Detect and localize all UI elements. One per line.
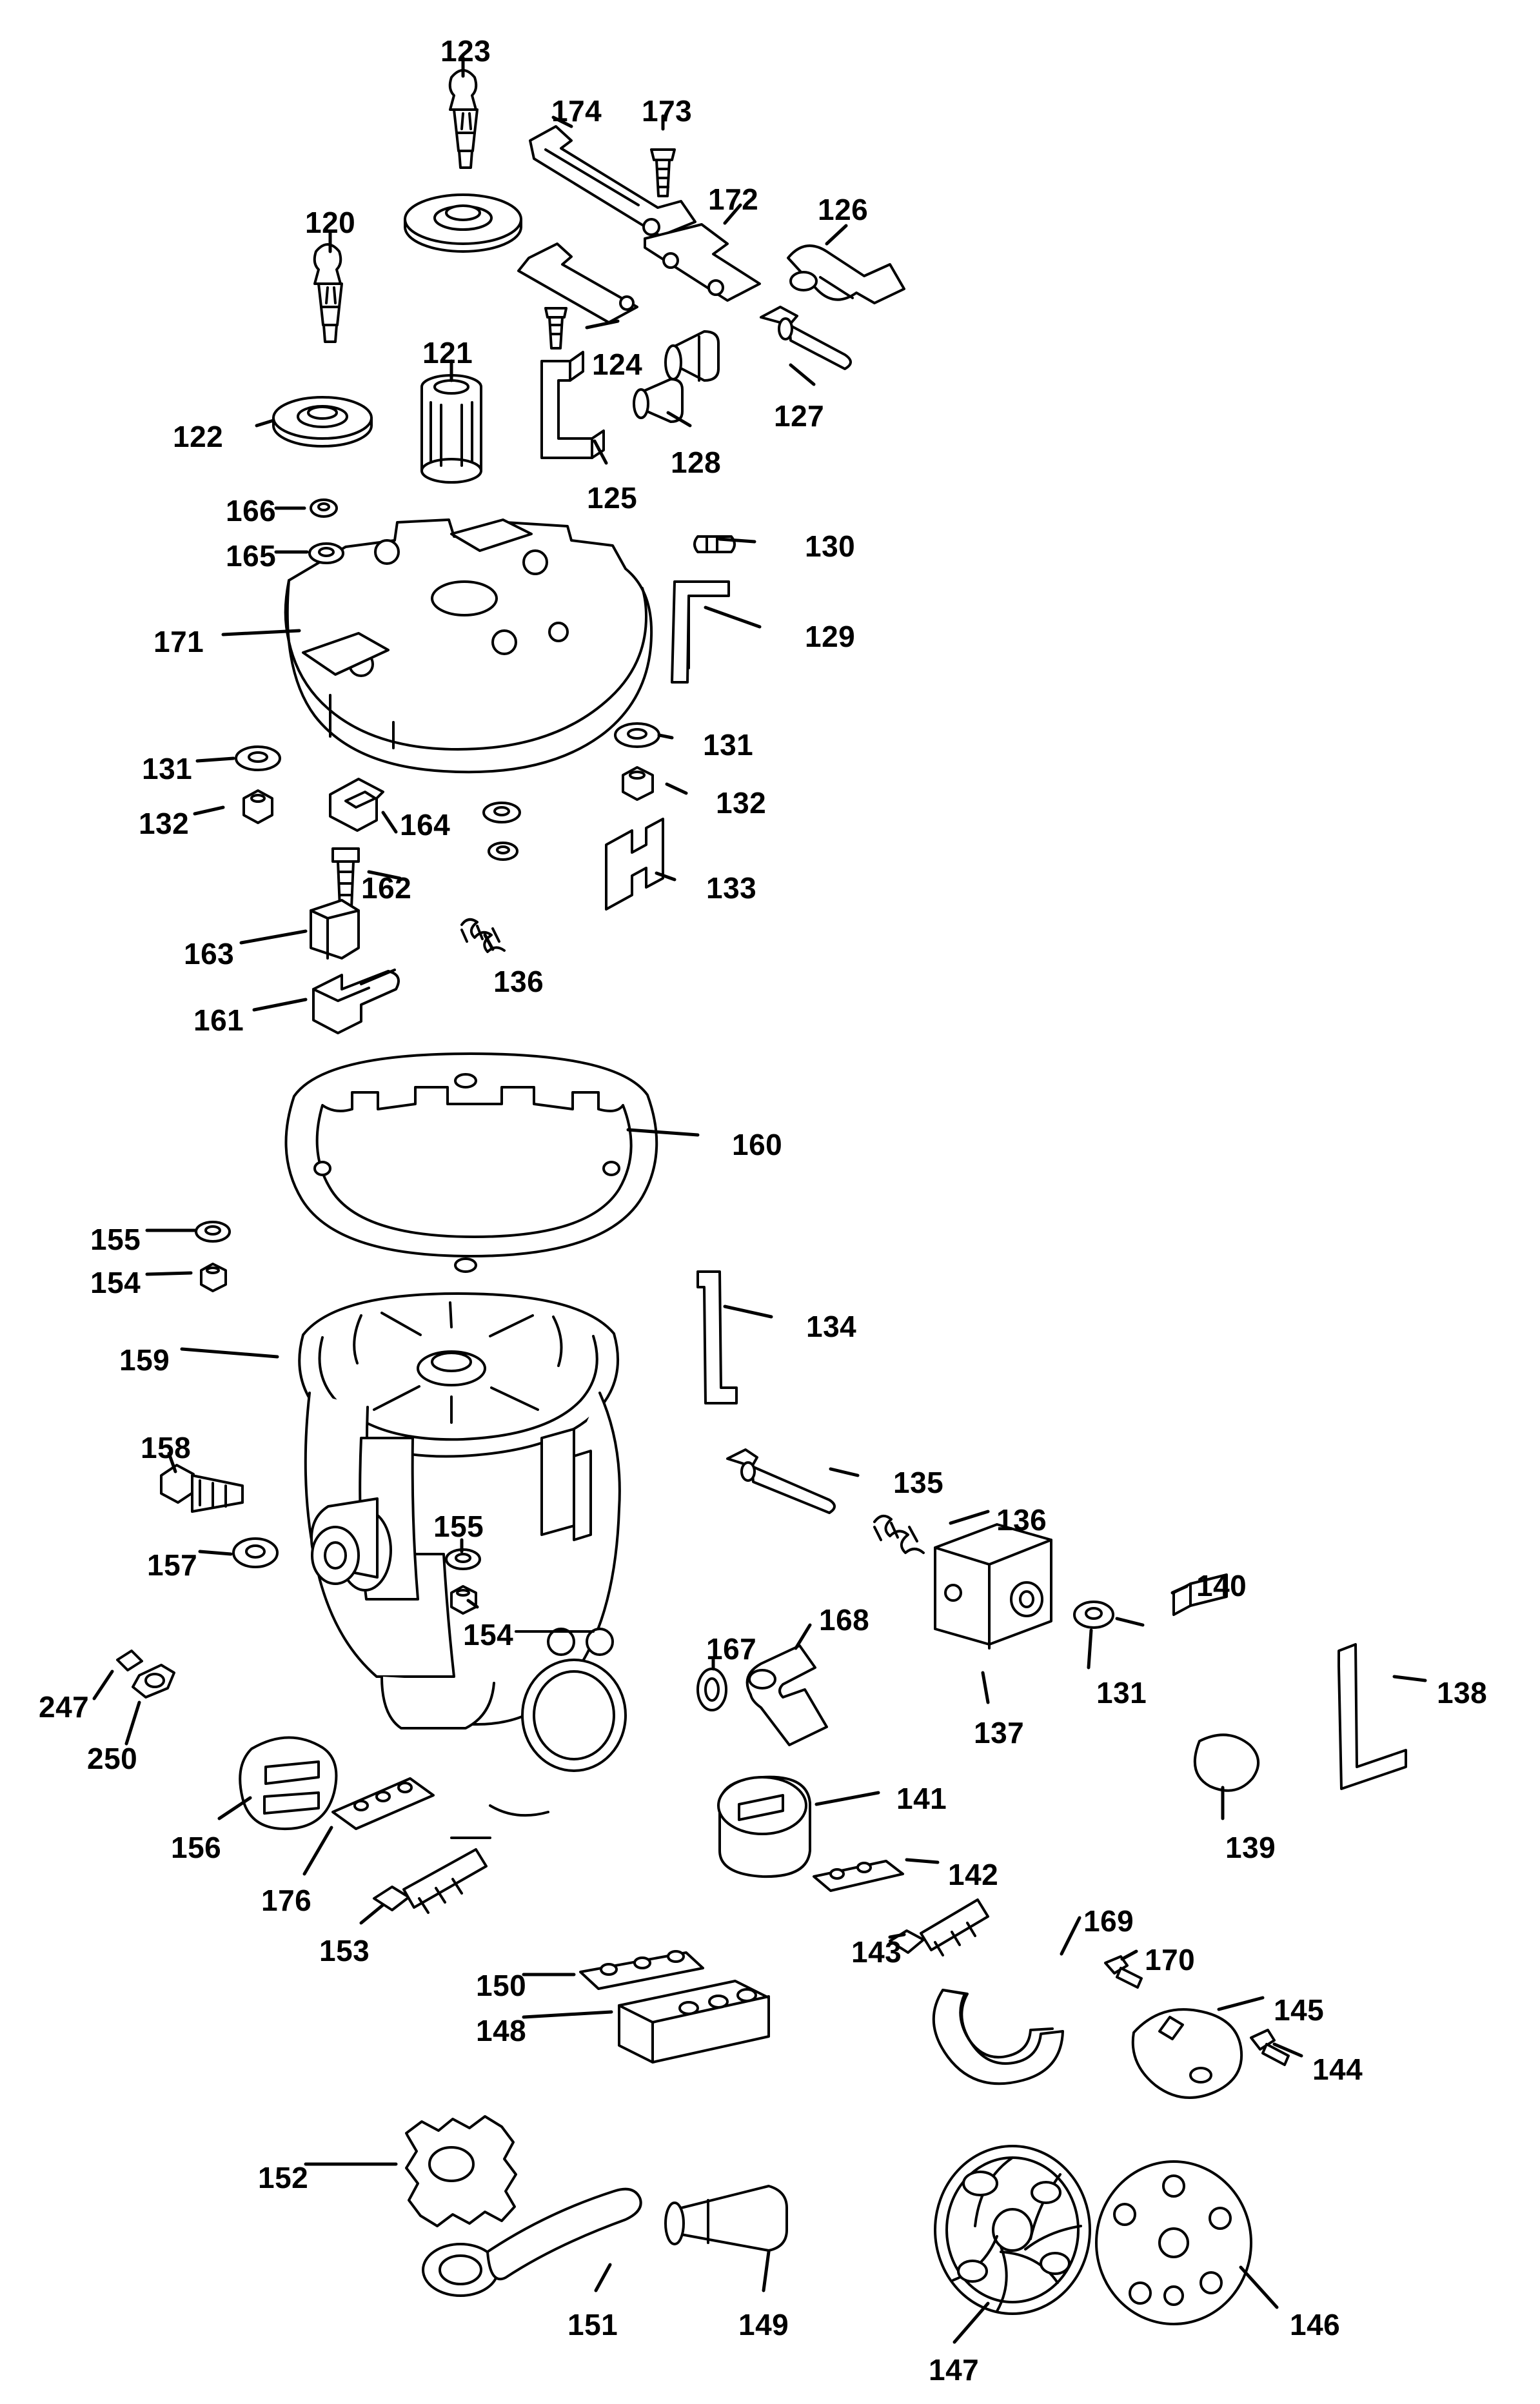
callout-147: 147 <box>929 2353 980 2387</box>
callout-173: 173 <box>642 94 693 128</box>
callout-155-lower: 155 <box>433 1510 484 1543</box>
part-152-star-washer <box>406 2116 516 2226</box>
part-172-bracket-arm <box>645 224 760 300</box>
callout-128: 128 <box>671 446 722 479</box>
callout-155-upper: 155 <box>90 1223 141 1256</box>
part-126-lever <box>788 246 904 303</box>
callout-143: 143 <box>851 1935 902 1969</box>
part-134-hex-key <box>698 1272 736 1403</box>
part-124-screw <box>546 308 566 348</box>
part-155-washer-left <box>196 1222 230 1241</box>
part-145-cover <box>1133 2009 1241 2098</box>
part-160-gasket <box>286 1054 657 1272</box>
part-165-washer-mid <box>484 803 520 822</box>
callout-127: 127 <box>774 399 825 433</box>
callout-129: 129 <box>805 620 856 653</box>
part-136-spring-right <box>874 1516 923 1553</box>
callout-157: 157 <box>147 1548 198 1582</box>
part-170-screw <box>1105 1956 1141 1987</box>
callout-161: 161 <box>193 1003 244 1037</box>
callout-132-upper-right: 132 <box>716 786 767 820</box>
part-146-end-plate <box>1096 2162 1251 2324</box>
part-162-screw <box>333 849 359 908</box>
callout-164: 164 <box>400 808 451 842</box>
part-164-clip <box>330 779 383 831</box>
callout-159: 159 <box>119 1343 170 1377</box>
callout-150: 150 <box>476 1969 527 2002</box>
callout-156: 156 <box>171 1831 222 1864</box>
part-147-rotor <box>935 2146 1090 2314</box>
callout-167: 167 <box>706 1632 757 1666</box>
part-120-knob <box>315 244 342 342</box>
part-150-plate <box>580 1951 703 1989</box>
part-156-clamp <box>240 1737 336 1829</box>
part-139-cap <box>1195 1735 1258 1790</box>
part-131-washer-right-lower <box>1074 1602 1113 1628</box>
part-133-clip <box>606 819 663 909</box>
callout-170: 170 <box>1145 1943 1196 1976</box>
part-128-sleeve <box>666 331 718 380</box>
part-122-grommet <box>273 397 371 446</box>
callout-153: 153 <box>319 1934 370 1967</box>
part-168-elbow <box>747 1646 827 1745</box>
callout-148: 148 <box>476 2014 527 2047</box>
part-153-bolt <box>374 1849 486 1913</box>
part-154-nut-mid <box>451 1586 476 1613</box>
part-138-hex-key <box>1339 1644 1406 1789</box>
part-247-clip <box>117 1651 174 1697</box>
part-121-sleeve <box>422 375 481 482</box>
part-176-plate <box>333 1778 433 1829</box>
callout-146: 146 <box>1290 2308 1341 2341</box>
callout-174: 174 <box>551 94 602 128</box>
callout-169: 169 <box>1083 1904 1134 1938</box>
callout-138: 138 <box>1437 1676 1488 1709</box>
part-169-retaining-clip <box>934 1990 1063 2084</box>
callout-152: 152 <box>258 2161 309 2194</box>
callout-131-upper-right: 131 <box>703 728 754 762</box>
part-143-bolt <box>890 1900 988 1955</box>
part-136-spring-top <box>462 920 504 952</box>
callout-130: 130 <box>805 529 856 563</box>
part-166-washer-mid <box>489 843 517 860</box>
callout-137: 137 <box>974 1716 1025 1749</box>
callout-135: 135 <box>893 1466 944 1499</box>
callout-172: 172 <box>708 182 759 216</box>
part-149-sleeve <box>666 2186 787 2251</box>
part-167-oring <box>698 1669 726 1710</box>
part-127-pin-127 <box>761 307 851 369</box>
part-131-washer-left <box>236 747 280 770</box>
part-141-cylinder <box>718 1777 810 1877</box>
callout-168: 168 <box>819 1603 870 1637</box>
part-137-block <box>935 1524 1051 1648</box>
part-158-bolt <box>161 1465 242 1512</box>
callout-166: 166 <box>226 494 277 527</box>
callout-134: 134 <box>806 1310 857 1343</box>
callout-163: 163 <box>184 937 235 970</box>
callout-122: 122 <box>173 420 224 453</box>
callout-125: 125 <box>587 481 638 515</box>
callout-154-lower: 154 <box>463 1618 514 1651</box>
callout-140: 140 <box>1196 1569 1247 1602</box>
part-123-grommet <box>405 195 521 251</box>
callout-136-lower: 136 <box>996 1503 1047 1537</box>
part-174-bracket <box>530 126 695 236</box>
callout-132-upper-left: 132 <box>139 807 190 840</box>
callout-149: 149 <box>738 2308 789 2341</box>
part-163-block <box>311 900 359 958</box>
callout-131-lower: 131 <box>1096 1676 1147 1709</box>
part-161-switch <box>313 970 399 1033</box>
part-154-nut-left <box>201 1264 226 1291</box>
part-132-nut-left <box>244 791 272 823</box>
part-142-plate <box>814 1861 903 1891</box>
callout-136-upper: 136 <box>493 965 544 998</box>
part-129-hex-key <box>672 582 729 682</box>
callout-165: 165 <box>226 539 277 573</box>
callout-142: 142 <box>948 1858 999 1891</box>
callout-139: 139 <box>1225 1831 1276 1864</box>
callout-162: 162 <box>361 871 412 905</box>
callout-250: 250 <box>87 1742 138 1775</box>
callout-120: 120 <box>305 206 356 239</box>
callout-247: 247 <box>39 1690 90 1724</box>
part-124-bracket <box>518 244 637 322</box>
callout-160: 160 <box>732 1128 783 1161</box>
callout-158: 158 <box>141 1431 192 1464</box>
callout-151: 151 <box>568 2308 618 2341</box>
callout-133: 133 <box>706 871 757 905</box>
callout-176: 176 <box>261 1884 312 1917</box>
callout-145: 145 <box>1274 1993 1325 2027</box>
callout-124: 124 <box>592 348 643 381</box>
part-173-screw <box>651 150 675 196</box>
part-135-shaft <box>727 1450 834 1513</box>
part-157-washer <box>233 1539 277 1567</box>
part-123-knob <box>450 70 477 168</box>
part-166-washer <box>311 500 337 517</box>
callout-126: 126 <box>818 193 869 226</box>
part-148-block <box>619 1981 769 2062</box>
callout-171: 171 <box>153 625 204 658</box>
part-132-nut-right <box>623 767 653 800</box>
part-131-washer-right <box>615 724 659 747</box>
callout-121: 121 <box>422 336 473 369</box>
callout-154-upper: 154 <box>90 1266 141 1299</box>
callout-123: 123 <box>440 34 491 68</box>
part-165-washer <box>310 544 343 563</box>
callout-141: 141 <box>896 1782 947 1815</box>
callout-144: 144 <box>1312 2053 1363 2086</box>
callout-131-upper-left: 131 <box>142 752 193 785</box>
